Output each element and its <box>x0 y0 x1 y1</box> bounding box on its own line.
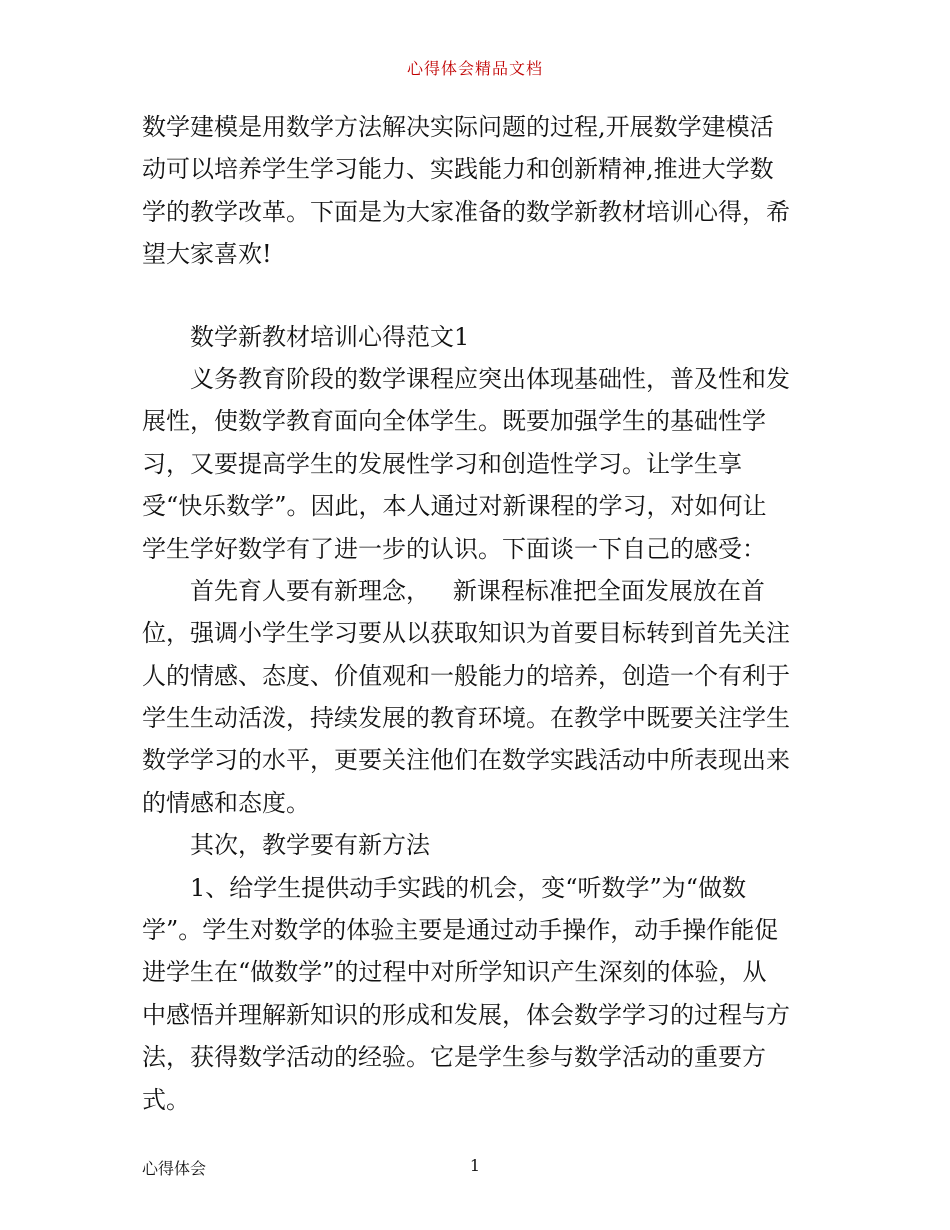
paragraph-line: 人的情感、态度、价值观和一般能力的培养，创造一个有利于 <box>142 661 790 690</box>
paragraph-line: 学”。学生对数学的体验主要是通过动手操作，动手操作能促 <box>142 916 779 945</box>
intro-line: 望大家喜欢! <box>142 240 272 269</box>
document-header-title: 心得体会精品文档 <box>406 59 543 78</box>
paragraph-line: 数学学习的水平，更要关注他们在数学实践活动中所表现出来 <box>142 746 790 775</box>
paragraph-line: 受“快乐数学”。因此，本人通过对新课程的学习，对如何让 <box>142 492 767 521</box>
section-title: 数学新教材培训心得范文1 <box>190 322 470 351</box>
paragraph-line: 首先育人要有新理念， 新课程标准把全面发展放在首 <box>190 576 765 605</box>
paragraph-spacer <box>142 276 812 316</box>
paragraph-line: 式。 <box>142 1085 190 1114</box>
footer-label: 心得体会 <box>142 1159 207 1178</box>
paragraph-line: 进学生在“做数学”的过程中对所学知识产生深刻的体验，从 <box>142 958 767 987</box>
page-number: 1 <box>469 1156 481 1175</box>
paragraph-line: 学生生动活泼，持续发展的教育环境。在教学中既要关注学生 <box>142 704 790 733</box>
intro-line: 学的教学改革。下面是为大家准备的数学新教材培训心得，希 <box>142 197 790 226</box>
paragraph-line: 位，强调小学生学习要从以获取知识为首要目标转到首先关注 <box>142 619 790 648</box>
paragraph-line: 展性，使数学教育面向全体学生。既要加强学生的基础性学 <box>142 407 766 436</box>
intro-line: 动可以培养学生学习能力、实践能力和创新精神,推进大学数 <box>142 155 774 184</box>
paragraph-line: 的情感和态度。 <box>142 788 310 817</box>
paragraph-line: 学生学好数学有了进一步的认识。下面谈一下自己的感受： <box>142 534 766 563</box>
intro-line: 数学建模是用数学方法解决实际问题的过程,开展数学建模活 <box>142 113 774 141</box>
paragraph-line: 1、给学生提供动手实践的机会，变“听数学”为“做数 <box>190 873 747 902</box>
document-body <box>142 106 812 1121</box>
paragraph-line: 其次，教学要有新方法 <box>190 831 430 860</box>
paragraph-line: 义务教育阶段的数学课程应突出体现基础性，普及性和发 <box>190 364 790 393</box>
paragraph-line: 习，又要提高学生的发展性学习和创造性学习。让学生享 <box>142 449 742 478</box>
paragraph-line: 中感悟并理解新知识的形成和发展，体会数学学习的过程与方 <box>142 1000 790 1029</box>
paragraph-line: 法，获得数学活动的经验。它是学生参与数学活动的重要方 <box>142 1043 766 1072</box>
